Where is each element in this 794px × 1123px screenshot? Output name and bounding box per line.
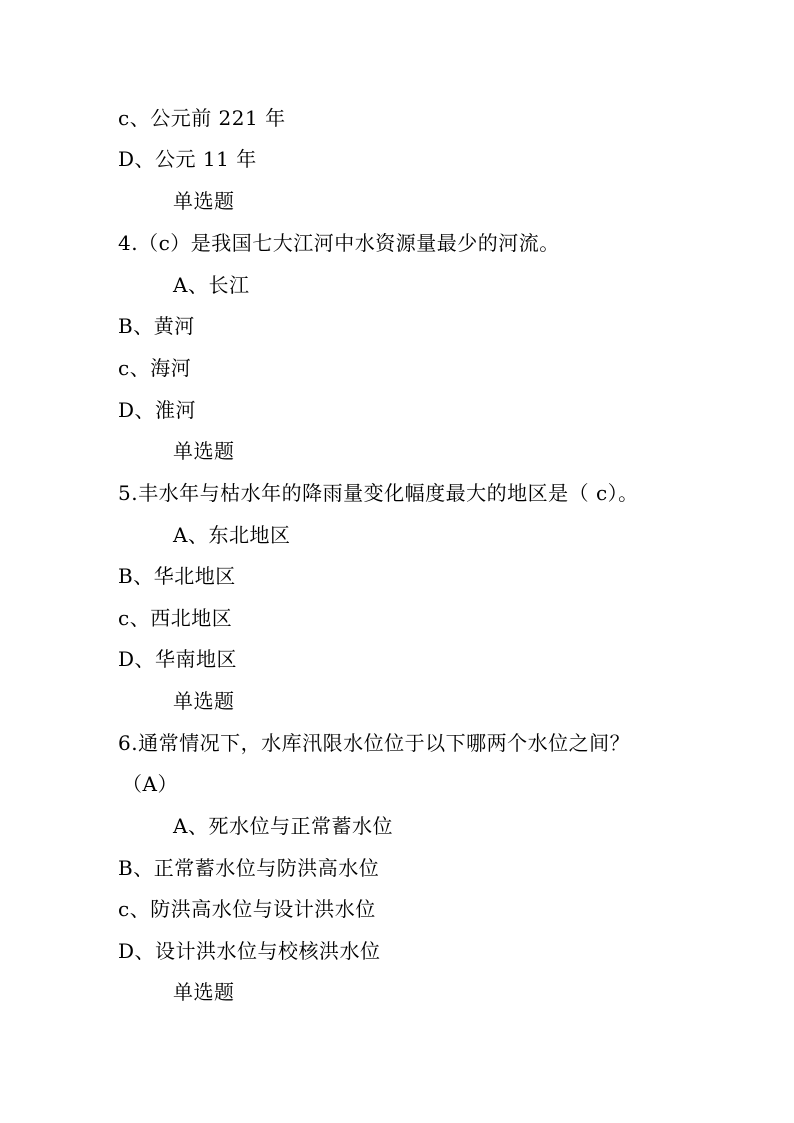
- q3-option-d: D、公元 11 年: [118, 147, 257, 171]
- q4-type-label: 单选题: [173, 439, 235, 463]
- q6-option-c: c、防洪高水位与设计洪水位: [118, 897, 376, 921]
- q3-option-c: c、公元前 221 年: [118, 106, 286, 130]
- q6-option-d: D、设计洪水位与校核洪水位: [118, 939, 381, 963]
- q4-option-b: B、黄河: [118, 314, 195, 338]
- q6-type-label: 单选题: [173, 980, 235, 1004]
- q6-answer: （A）: [122, 772, 178, 796]
- q4-option-a: A、长江: [173, 273, 250, 297]
- q4-question: 4.（c）是我国七大江河中水资源量最少的河流。: [118, 231, 560, 255]
- q4-option-c: c、海河: [118, 356, 192, 380]
- q6-option-a: A、死水位与正常蓄水位: [173, 814, 393, 838]
- q6-question: 6.通常情况下，水库汛限水位位于以下哪两个水位之间？: [118, 731, 631, 755]
- q5-option-a: A、东北地区: [173, 523, 291, 547]
- q5-type-label: 单选题: [173, 689, 235, 713]
- q3-type-label: 单选题: [173, 189, 235, 213]
- q5-option-d: D、华南地区: [118, 647, 238, 671]
- q4-option-d: D、淮河: [118, 398, 197, 422]
- q5-option-c: c、西北地区: [118, 606, 233, 630]
- q5-option-b: B、华北地区: [118, 564, 236, 588]
- q5-question: 5.丰水年与枯水年的降雨量变化幅度最大的地区是（ c）。: [118, 481, 639, 505]
- q6-option-b: B、正常蓄水位与防洪高水位: [118, 856, 380, 880]
